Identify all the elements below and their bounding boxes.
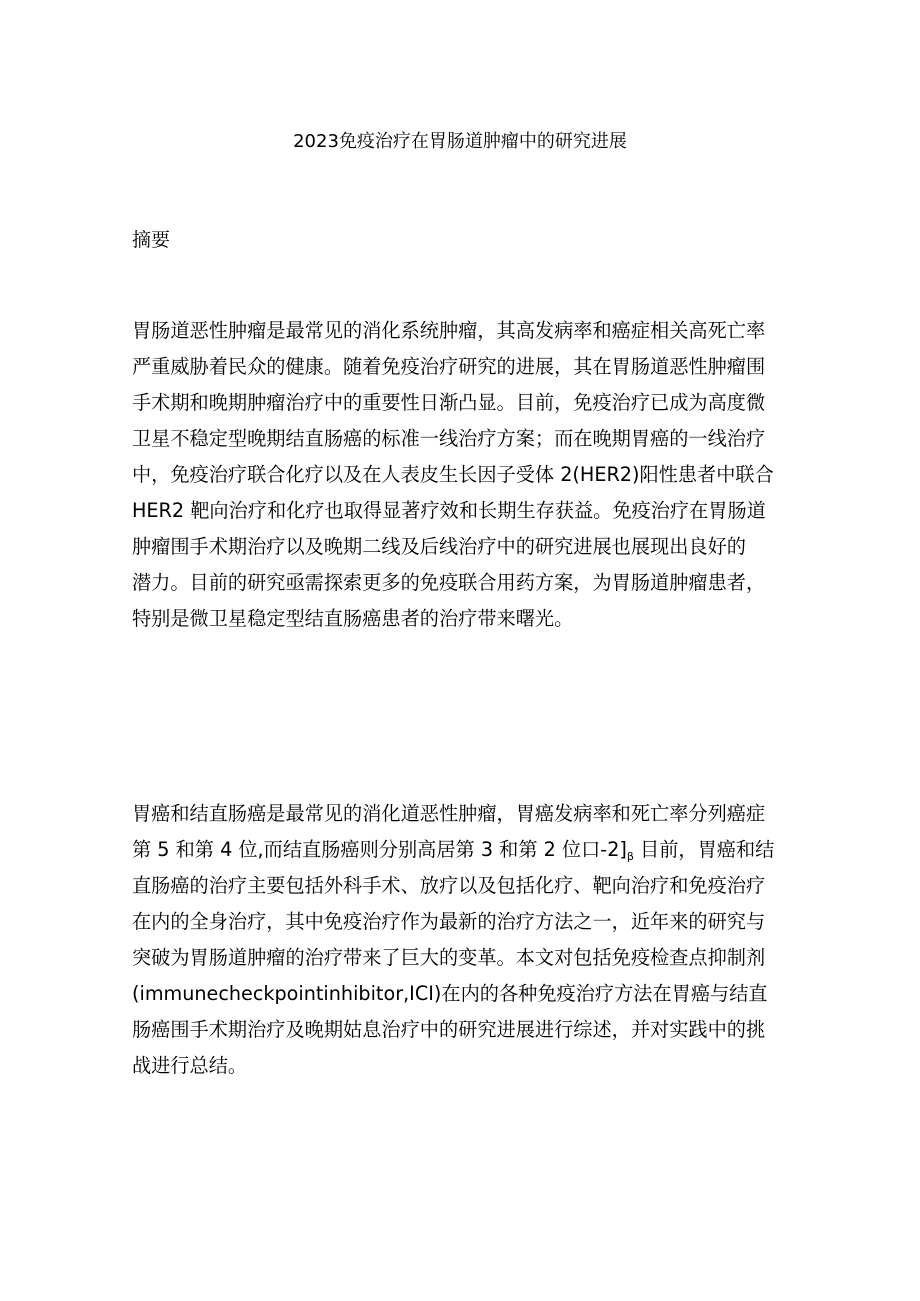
text-line: 突破为胃肠道肿瘤的治疗带来了巨大的变革。本文对包括免疫检查点抑制剂	[132, 946, 766, 969]
text-line: 在内的全身治疗，其中免疫治疗作为最新的治疗方法之一，近年来的研究与	[132, 910, 766, 933]
text-line: (immunecheckpointinhibitor,ICI)在内的各种免疫治疗方法在胃癌与结直	[132, 982, 768, 1005]
text-line: 严重威胁着民众的健康。随着免疫治疗研究的进展，其在胃肠道恶性肿瘤围	[132, 355, 766, 378]
abstract-heading: 摘要	[132, 229, 171, 251]
text-line: 潜力。目前的研究亟需探索更多的免疫联合用药方案，为胃肠道肿瘤患者，	[132, 571, 766, 594]
abstract-paragraph	[132, 313, 774, 637]
text-line: 直肠癌的治疗主要包括外科手术、放疗以及包括化疗、靶向治疗和免疫治疗	[132, 874, 766, 897]
text-line: 战进行总结。	[132, 1054, 248, 1077]
text-line: 胃肠道恶性肿瘤是最常见的消化系统肿瘤，其高发病率和癌症相关高死亡率	[132, 319, 766, 342]
text-line: 卫星不稳定型晚期结直肠癌的标准一线治疗方案；而在晚期胃癌的一线治疗	[132, 427, 766, 450]
text-line: 手术期和晚期肿瘤治疗中的重要性日渐凸显。目前，免疫治疗已成为高度微	[132, 391, 766, 414]
text-line-with-citation	[132, 832, 774, 868]
introduction-paragraph	[132, 796, 774, 1084]
text-segment: 第 5 和第 4 位,而结直肠癌则分别高居第 3 和第 2 位口-2]	[132, 838, 627, 861]
text-line: 肠癌围手术期治疗及晚期姑息治疗中的研究进展进行综述，并对实践中的挑	[132, 1018, 766, 1041]
text-line: HER2 靶向治疗和化疗也取得显著疗效和长期生存获益。免疫治疗在胃肠道	[132, 499, 766, 522]
text-line: 肿瘤围手术期治疗以及晚期二线及后线治疗中的研究进展也展现出良好的	[132, 535, 746, 558]
citation-subscript: β	[626, 850, 634, 863]
text-segment: 目前，胃癌和结	[633, 838, 775, 861]
text-line: 特别是微卫星稳定型结直肠癌患者的治疗带来曙光。	[132, 607, 574, 630]
text-line: 胃癌和结直肠癌是最常见的消化道恶性肿瘤，胃癌发病率和死亡率分列癌症	[132, 802, 766, 825]
text-line: 中，免疫治疗联合化疗以及在人表皮生长因子受体 2(HER2)阳性患者中联合	[132, 463, 774, 486]
document-title: 2023免疫治疗在胃肠道肿瘤中的研究进展	[293, 131, 627, 152]
